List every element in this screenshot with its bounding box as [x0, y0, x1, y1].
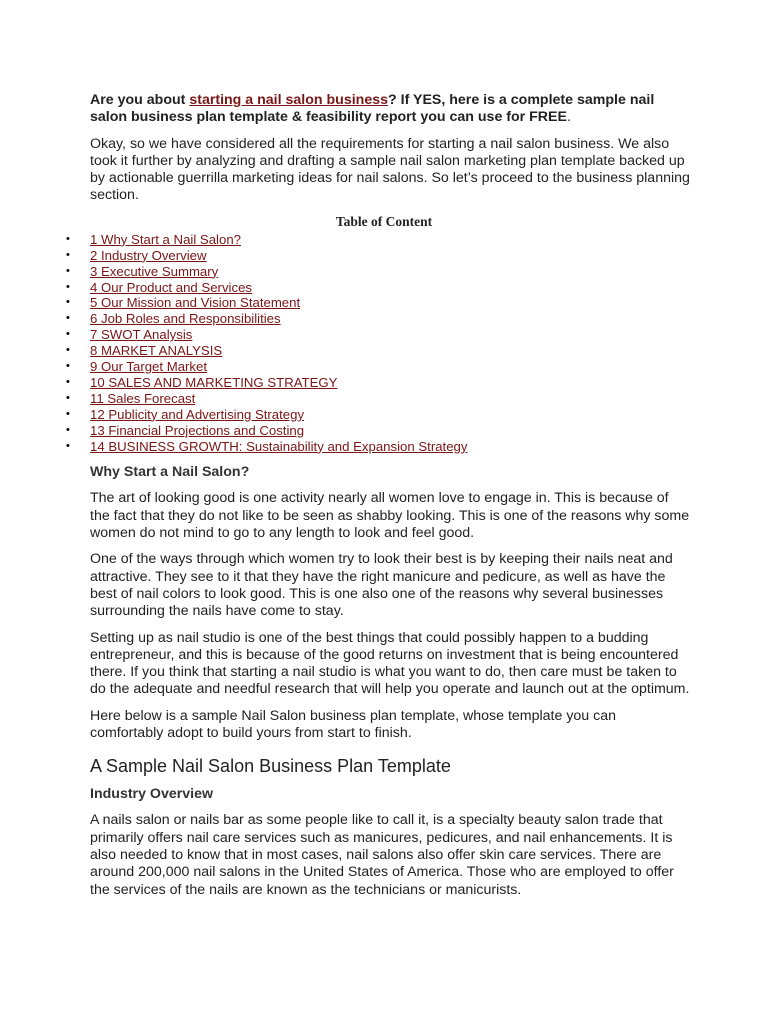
intro-end: . — [566, 109, 571, 126]
toc-link-12[interactable]: 12 Publicity and Advertising Strategy — [90, 406, 305, 422]
toc-item — [66, 343, 690, 359]
toc-item — [66, 438, 690, 455]
why-paragraph-1: The art of looking good is one activity nearly all women love to engage in. This is because of the fact that they do not like to be seen as shabby looking. This is one of the reasons why some women do not mind to go to any length to look and feel good. — [90, 490, 690, 542]
toc-item — [66, 279, 690, 296]
toc-link-3[interactable]: 3 Executive Summary — [90, 263, 219, 279]
toc-link-8[interactable]: 8 MARKET ANALYSIS — [90, 343, 223, 359]
toc-item — [66, 374, 690, 391]
toc-item — [66, 406, 690, 423]
bullet-icon: • — [66, 248, 70, 261]
overview-paragraph: Okay, so we have considered all the requirements for starting a nail salon business. We also took it further by analyzing and drafting a sample nail salon marketing plan template backed up by actionable guerrilla marketing ideas for nail salons. So let’s proceed to the business planning section. — [90, 135, 690, 204]
bullet-icon: • — [66, 344, 70, 357]
toc-link-10[interactable]: 10 SALES AND MARKETING STRATEGY — [90, 374, 338, 390]
toc-link-4[interactable]: 4 Our Product and Services — [90, 279, 252, 295]
document-page — [66, 92, 690, 908]
sample-plan-heading: A Sample Nail Salon Business Plan Template — [90, 756, 451, 777]
toc-link-5[interactable]: 5 Our Mission and Vision Statement — [90, 295, 301, 311]
bullet-icon: • — [66, 423, 70, 436]
toc-link-13[interactable]: 13 Financial Projections and Costing — [90, 422, 305, 438]
toc-link-14[interactable]: 14 BUSINESS GROWTH: Sustainability and Expansion Strategy — [90, 438, 468, 454]
toc-list — [66, 231, 690, 455]
toc-item — [66, 422, 690, 439]
why-paragraph-2: One of the ways through which women try to look their best is by keeping their nails neat and attractive. They see to it that they have the right manicure and pedicure, as well as have the best of nail colors to look good. This is one also one of the reasons why several businesses surrounding the nails have come to stay. — [90, 551, 673, 620]
bullet-icon: • — [66, 375, 70, 388]
toc-item — [66, 327, 690, 343]
toc-title: Table of Content — [335, 213, 433, 229]
toc-item — [66, 359, 690, 375]
intro-after: ? If YES, here is a complete sample nail salon business plan template & feasibility report you can use for FREE — [90, 92, 655, 126]
industry-heading: Industry Overview — [90, 786, 214, 803]
toc-link-1[interactable]: 1 Why Start a Nail Salon? — [90, 231, 241, 247]
why-paragraph-3: Setting up as nail studio is one of the best things that could possibly happen to a budding entrepreneur, and this is because of the good returns on investment that is being encountered there. If you think that starting a nail studio is what you want to do, then care must be taken to do the adequate and needful research that will help you operate and launch out at the optimum. — [90, 629, 690, 698]
toc-item — [66, 311, 690, 327]
bullet-icon: • — [66, 391, 70, 404]
bullet-icon: • — [66, 296, 70, 309]
toc-item — [66, 295, 690, 311]
starting-nail-salon-link[interactable]: starting a nail salon business — [189, 92, 389, 108]
toc-item — [66, 231, 690, 248]
toc-item — [66, 247, 690, 264]
why-heading: Why Start a Nail Salon? — [90, 464, 250, 481]
toc-link-9[interactable]: 9 Our Target Market — [90, 359, 208, 375]
bullet-icon: • — [66, 280, 70, 293]
bullet-icon: • — [66, 328, 70, 341]
toc-item — [66, 390, 690, 407]
industry-paragraph-1: A nails salon or nails bar as some people like to call it, is a specialty beauty salon trade that primarily offers nail care services such as manicures, pedicures, and nail enhancements. It is also needed to know that in most cases, nail salons also offer skin care services. There are around 200,000 nail salons in the United States of America. Those who are employed to offer the services of the nails are known as the technicians or manicurists. — [90, 812, 674, 898]
bullet-icon: • — [66, 264, 70, 277]
toc-item — [66, 263, 690, 280]
intro-paragraph — [90, 92, 690, 127]
bullet-icon: • — [66, 312, 70, 325]
bullet-icon: • — [66, 232, 70, 245]
bullet-icon: • — [66, 439, 70, 452]
bullet-icon: • — [66, 407, 70, 420]
why-paragraph-4: Here below is a sample Nail Salon business plan template, whose template you can comfortably adopt to build yours from start to finish. — [90, 707, 617, 742]
bullet-icon: • — [66, 360, 70, 373]
toc-link-2[interactable]: 2 Industry Overview — [90, 247, 207, 263]
toc-link-7[interactable]: 7 SWOT Analysis — [90, 327, 193, 343]
intro-before: Are you about — [90, 92, 190, 108]
toc-link-6[interactable]: 6 Job Roles and Responsibilities — [90, 311, 281, 327]
toc-link-11[interactable]: 11 Sales Forecast — [90, 390, 196, 406]
